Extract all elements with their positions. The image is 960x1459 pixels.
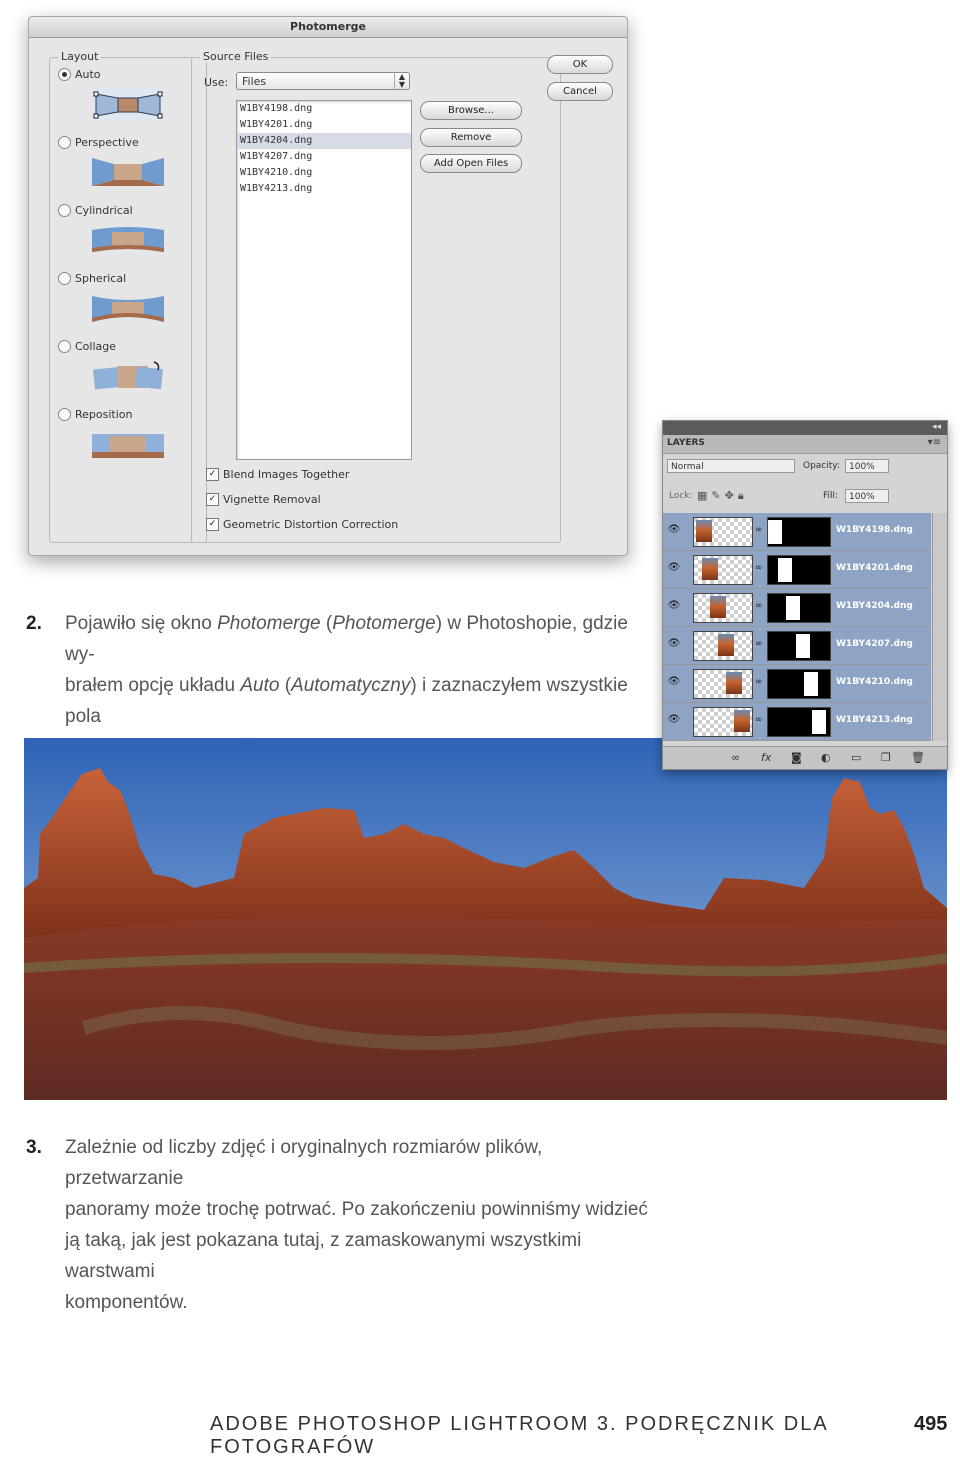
layer-thumbnail — [693, 669, 753, 699]
text-run: ) i zaznaczyłem wszystkie pola — [65, 675, 628, 727]
dialog-title: Photomerge — [29, 17, 627, 38]
layer-thumbnail — [693, 593, 753, 623]
lock-label: Lock: — [669, 491, 693, 501]
checkbox-label: Blend Images Together — [223, 468, 350, 481]
radio-reposition[interactable] — [58, 408, 71, 421]
lock-icons[interactable]: ▦✎✥🔒︎ — [697, 489, 748, 502]
layer-name: W1BY4198.dng — [836, 525, 913, 535]
select-arrows-icon: ▲ ▼ — [394, 73, 409, 89]
layer-thumbnail — [693, 707, 753, 737]
link-icon[interactable]: ∞ — [755, 639, 763, 649]
layer-mask-thumbnail — [767, 707, 831, 737]
eye-icon[interactable]: 👁︎ — [667, 600, 681, 611]
radio-perspective[interactable] — [58, 136, 71, 149]
file-list-item[interactable]: W1BY4207.dng — [240, 151, 313, 162]
text-line: komponentów. — [65, 1292, 188, 1313]
new-layer-icon[interactable]: ❐ — [881, 751, 891, 764]
layer-mask-thumbnail — [767, 555, 831, 585]
panorama-image — [24, 738, 947, 1100]
file-list-item[interactable]: W1BY4201.dng — [240, 119, 313, 130]
text-run: ( — [320, 613, 333, 634]
browse-button[interactable]: Browse... — [420, 101, 522, 120]
fx-icon[interactable]: fx — [761, 751, 772, 764]
layer-mask-thumbnail — [767, 517, 831, 547]
geometric-distortion-checkbox[interactable] — [206, 518, 398, 531]
remove-button[interactable]: Remove — [420, 128, 522, 147]
eye-icon[interactable]: 👁︎ — [667, 562, 681, 573]
cancel-button[interactable]: Cancel — [547, 82, 613, 101]
ok-button[interactable]: OK — [547, 55, 613, 74]
link-icon[interactable]: ∞ — [755, 525, 763, 535]
layer-mask-thumbnail — [767, 593, 831, 623]
layout-option-collage[interactable] — [58, 340, 116, 353]
panel-menu-icon[interactable]: ▾≡ — [927, 437, 941, 448]
radio-auto[interactable] — [58, 68, 71, 81]
radio-cylindrical[interactable] — [58, 204, 71, 217]
checkbox-label: Geometric Distortion Correction — [223, 518, 399, 531]
layout-option-cylindrical[interactable] — [58, 204, 133, 217]
layer-name: W1BY4207.dng — [836, 639, 913, 649]
layout-option-reposition[interactable] — [58, 408, 133, 421]
layout-option-auto[interactable] — [58, 68, 101, 81]
link-icon[interactable]: ∞ — [755, 563, 763, 573]
layer-row[interactable] — [663, 627, 931, 665]
layer-name: W1BY4213.dng — [836, 715, 913, 725]
use-label: Use: — [204, 76, 229, 89]
auto-preview-icon — [92, 88, 164, 120]
link-icon[interactable]: ∞ — [755, 601, 763, 611]
text-run: Pojawiło się okno — [65, 613, 218, 634]
checkmark-icon: ✓ — [206, 468, 219, 481]
file-list-item-selected[interactable]: W1BY4204.dng — [237, 133, 411, 149]
source-files-group — [191, 50, 561, 543]
layer-name: W1BY4201.dng — [836, 563, 913, 573]
text-line: panoramy może trochę potrwać. Po zakończeniu powinniśmy widzieć — [65, 1199, 648, 1220]
opacity-input[interactable]: 100% — [845, 459, 889, 473]
radio-spherical[interactable] — [58, 272, 71, 285]
link-layers-icon[interactable]: ∞ — [731, 751, 741, 764]
layer-thumbnail — [693, 631, 753, 661]
collage-preview-icon — [92, 360, 164, 392]
text-emphasis: Auto — [240, 675, 280, 696]
layer-row[interactable] — [663, 513, 931, 551]
link-icon[interactable]: ∞ — [755, 677, 763, 687]
layers-toolbar — [663, 746, 947, 769]
source-files-legend: Source Files — [200, 50, 271, 63]
text-line: Zależnie od liczby zdjęć i oryginalnych rozmiarów plików, przetwarzanie — [65, 1137, 543, 1189]
text-line: ją taką, jak jest pokazana tutaj, z zamaskowanymi wszystkimi warstwami — [65, 1230, 582, 1282]
tab-layers[interactable]: LAYERS — [667, 438, 705, 448]
eye-icon[interactable]: 👁︎ — [667, 714, 681, 725]
layout-option-label: Perspective — [75, 136, 139, 149]
book-title-footer: ADOBE PHOTOSHOP LIGHTROOM 3. PODRĘCZNIK DLA FOTOGRAFÓW — [210, 1413, 828, 1458]
text-run: ( — [279, 675, 292, 696]
panel-topbar — [663, 421, 947, 435]
use-select[interactable] — [236, 72, 410, 90]
link-icon[interactable]: ∞ — [755, 715, 763, 725]
opacity-label: Opacity: — [803, 461, 840, 471]
layout-option-label: Auto — [75, 68, 101, 81]
blend-images-checkbox[interactable] — [206, 468, 349, 481]
add-open-files-button[interactable]: Add Open Files — [420, 154, 522, 173]
checkmark-icon: ✓ — [206, 518, 219, 531]
layer-mask-thumbnail — [767, 631, 831, 661]
layout-legend: Layout — [58, 50, 101, 63]
layout-option-perspective[interactable] — [58, 136, 139, 149]
text-emphasis: Photomerge — [217, 613, 321, 634]
layer-row[interactable] — [663, 589, 931, 627]
checkmark-icon: ✓ — [206, 493, 219, 506]
collapse-icon[interactable]: ◂◂ — [931, 422, 941, 432]
layers-scrollbar[interactable] — [932, 513, 947, 741]
text-run: ) w Photoshopie, gdzie wy- — [65, 613, 628, 665]
eye-icon[interactable]: 👁︎ — [667, 676, 681, 687]
adjustment-layer-icon[interactable]: ◐ — [821, 751, 831, 764]
perspective-preview-icon — [92, 156, 164, 188]
vignette-removal-checkbox[interactable] — [206, 493, 321, 506]
text-emphasis: Photomerge — [332, 613, 436, 634]
layer-row[interactable] — [663, 551, 931, 589]
layout-option-spherical[interactable] — [58, 272, 126, 285]
text-emphasis: Automatyczny — [291, 675, 411, 696]
blend-mode-select[interactable]: Normal — [667, 459, 795, 473]
panel-tab-row — [663, 435, 947, 454]
checkbox-label: Vignette Removal — [223, 493, 321, 506]
layers-panel — [662, 420, 948, 770]
file-list-item[interactable]: W1BY4213.dng — [240, 183, 313, 194]
layout-option-label: Reposition — [75, 408, 133, 421]
trash-icon[interactable]: 🗑︎ — [911, 751, 925, 764]
layout-option-label: Spherical — [75, 272, 127, 285]
step-number: 2. — [26, 613, 42, 634]
layer-row[interactable] — [663, 703, 931, 741]
layout-group — [49, 50, 207, 543]
layout-option-label: Cylindrical — [75, 204, 133, 217]
source-file-list[interactable] — [236, 100, 412, 460]
layer-name: W1BY4204.dng — [836, 601, 913, 611]
text-run: brałem opcję układu — [65, 675, 241, 696]
step-number: 3. — [26, 1137, 42, 1158]
layer-thumbnail — [693, 555, 753, 585]
layer-mask-thumbnail — [767, 669, 831, 699]
add-mask-icon[interactable]: ◙ — [791, 751, 802, 764]
use-select-value: Files — [242, 75, 267, 88]
layer-row[interactable] — [663, 665, 931, 703]
eye-icon[interactable]: 👁︎ — [667, 524, 681, 535]
file-list-item[interactable]: W1BY4210.dng — [240, 167, 313, 178]
layer-thumbnail — [693, 517, 753, 547]
layout-option-label: Collage — [75, 340, 117, 353]
photomerge-dialog — [28, 16, 628, 556]
layer-name: W1BY4210.dng — [836, 677, 913, 687]
fill-input[interactable]: 100% — [845, 489, 889, 503]
page-number: 495 — [914, 1413, 948, 1435]
eye-icon[interactable]: 👁︎ — [667, 638, 681, 649]
new-group-icon[interactable]: ▭ — [851, 751, 862, 764]
file-list-item[interactable]: W1BY4198.dng — [240, 103, 313, 114]
step-3-text — [26, 1132, 665, 1318]
radio-collage[interactable] — [58, 340, 71, 353]
reposition-preview-icon — [92, 428, 164, 460]
spherical-preview-icon — [92, 292, 164, 324]
fill-label: Fill: — [823, 491, 839, 501]
cylindrical-preview-icon — [92, 224, 164, 256]
